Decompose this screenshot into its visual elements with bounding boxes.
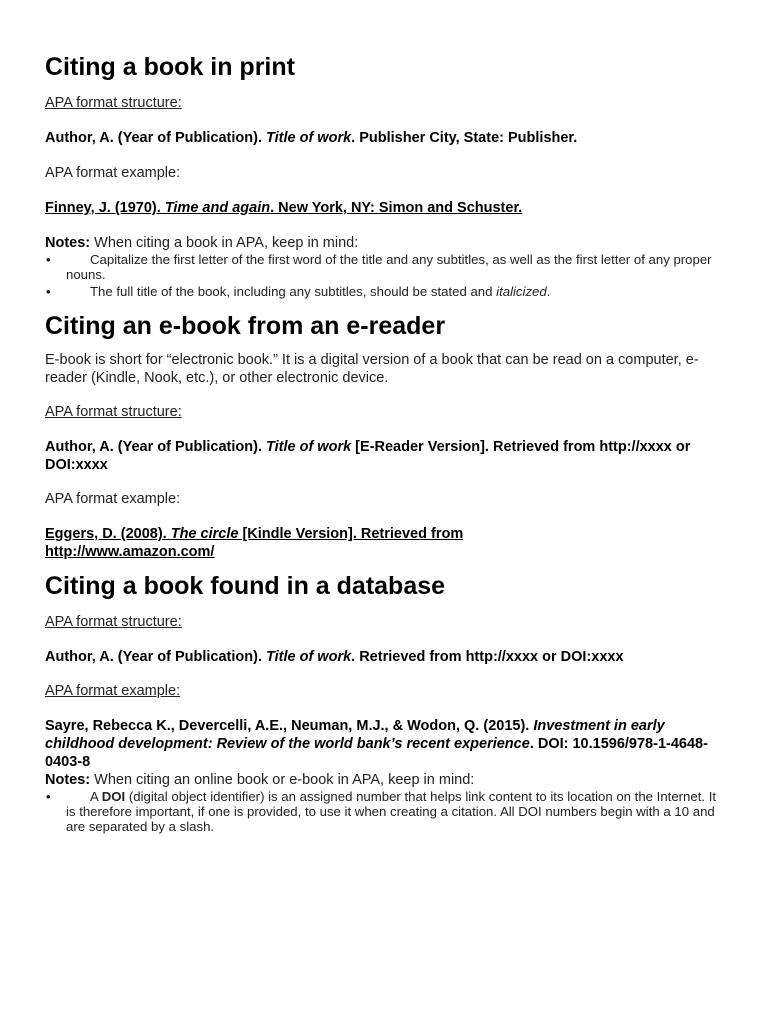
example-label: APA format example: bbox=[45, 491, 181, 507]
example-citation bbox=[45, 199, 723, 217]
citation-author-year: Eggers, D. (2008). bbox=[45, 526, 171, 542]
structure-label: APA format structure: bbox=[45, 614, 182, 630]
structure-label: APA format structure: bbox=[45, 95, 182, 111]
notes-list bbox=[45, 789, 723, 834]
notes-intro: When citing a book in APA, keep in mind: bbox=[90, 235, 359, 251]
intro-paragraph: E-book is short for “electronic book.” It is a digital version of a book that can be read on a computer, e-reader (Kindle, Nook, etc.), or other electronic device. bbox=[45, 352, 699, 386]
citation-title: Title of work bbox=[266, 130, 352, 146]
citation-author-year: Author, A. (Year of Publication). bbox=[45, 649, 267, 665]
structure-citation bbox=[45, 438, 723, 474]
example-label: APA format example: bbox=[45, 683, 181, 699]
notes-paragraph bbox=[45, 771, 723, 789]
section-heading: Citing a book found in a database bbox=[45, 572, 446, 600]
bullet-italic: italicized bbox=[496, 284, 547, 299]
structure-citation bbox=[45, 648, 723, 666]
citation-title: Investment in early childhood development: Review of the world bank’s recent experience bbox=[45, 718, 665, 752]
section-heading: Citing an e-book from an e-reader bbox=[45, 312, 446, 340]
section-heading: Citing a book in print bbox=[45, 53, 295, 81]
citation-title: Title of work bbox=[266, 439, 352, 455]
bullet-text-end: . bbox=[546, 284, 551, 299]
citation-title: The circle bbox=[170, 526, 239, 542]
example-citation bbox=[45, 717, 723, 771]
example-citation bbox=[45, 525, 723, 561]
citation-rest: [Kindle Version]. Retrieved from bbox=[238, 526, 464, 542]
notes-paragraph bbox=[45, 234, 723, 252]
list-item bbox=[45, 284, 723, 299]
citation-rest: . DOI: 10.1596/978-1-4648-0403-8 bbox=[45, 736, 708, 770]
citation-rest: [E-Reader Version]. Retrieved from http://xxxx or DOI:xxxx bbox=[45, 439, 691, 473]
list-item bbox=[45, 789, 723, 834]
section-ebook bbox=[45, 311, 723, 561]
section-database bbox=[45, 571, 723, 834]
notes-label: Notes: bbox=[45, 772, 91, 788]
citation-author-year: Author, A. (Year of Publication). bbox=[45, 130, 267, 146]
notes-label: Notes: bbox=[45, 235, 91, 251]
bullet-text: A bbox=[90, 789, 102, 804]
citation-author-year: Author, A. (Year of Publication). bbox=[45, 439, 267, 455]
notes-list bbox=[45, 252, 723, 299]
list-item bbox=[45, 252, 723, 282]
notes-intro: When citing an online book or e-book in APA, keep in mind: bbox=[90, 772, 475, 788]
citation-author-year: Sayre, Rebecca K., Devercelli, A.E., Neuman, M.J., & Wodon, Q. (2015). bbox=[45, 718, 534, 734]
structure-citation bbox=[45, 129, 723, 147]
citation-rest: . Retrieved from http://xxxx or DOI:xxxx bbox=[351, 649, 624, 665]
bullet-text: The full title of the book, including any subtitles, should be stated and bbox=[90, 284, 497, 299]
section-book-in-print bbox=[45, 52, 723, 299]
citation-author-year: Finney, J. (1970). bbox=[45, 200, 165, 216]
structure-label: APA format structure: bbox=[45, 404, 182, 420]
citation-title: Title of work bbox=[266, 649, 352, 665]
bullet-text: Capitalize the first letter of the first word of the title and any subtitles, as well as the first letter of any proper nouns. bbox=[66, 252, 712, 282]
citation-url[interactable]: http://www.amazon.com/ bbox=[45, 544, 215, 560]
citation-rest: . New York, NY: Simon and Schuster. bbox=[270, 200, 523, 216]
citation-title: Time and again bbox=[164, 200, 271, 216]
example-label: APA format example: bbox=[45, 165, 181, 181]
citation-rest: . Publisher City, State: Publisher. bbox=[351, 130, 578, 146]
bullet-text-end: (digital object identifier) is an assigned number that helps link content to its location on the Internet. It is therefore important, if one is provided, to use it when creating a citation. All DOI numbers begin with a 10 and are separated by a slash. bbox=[66, 789, 717, 834]
bullet-bold: DOI bbox=[101, 789, 126, 804]
